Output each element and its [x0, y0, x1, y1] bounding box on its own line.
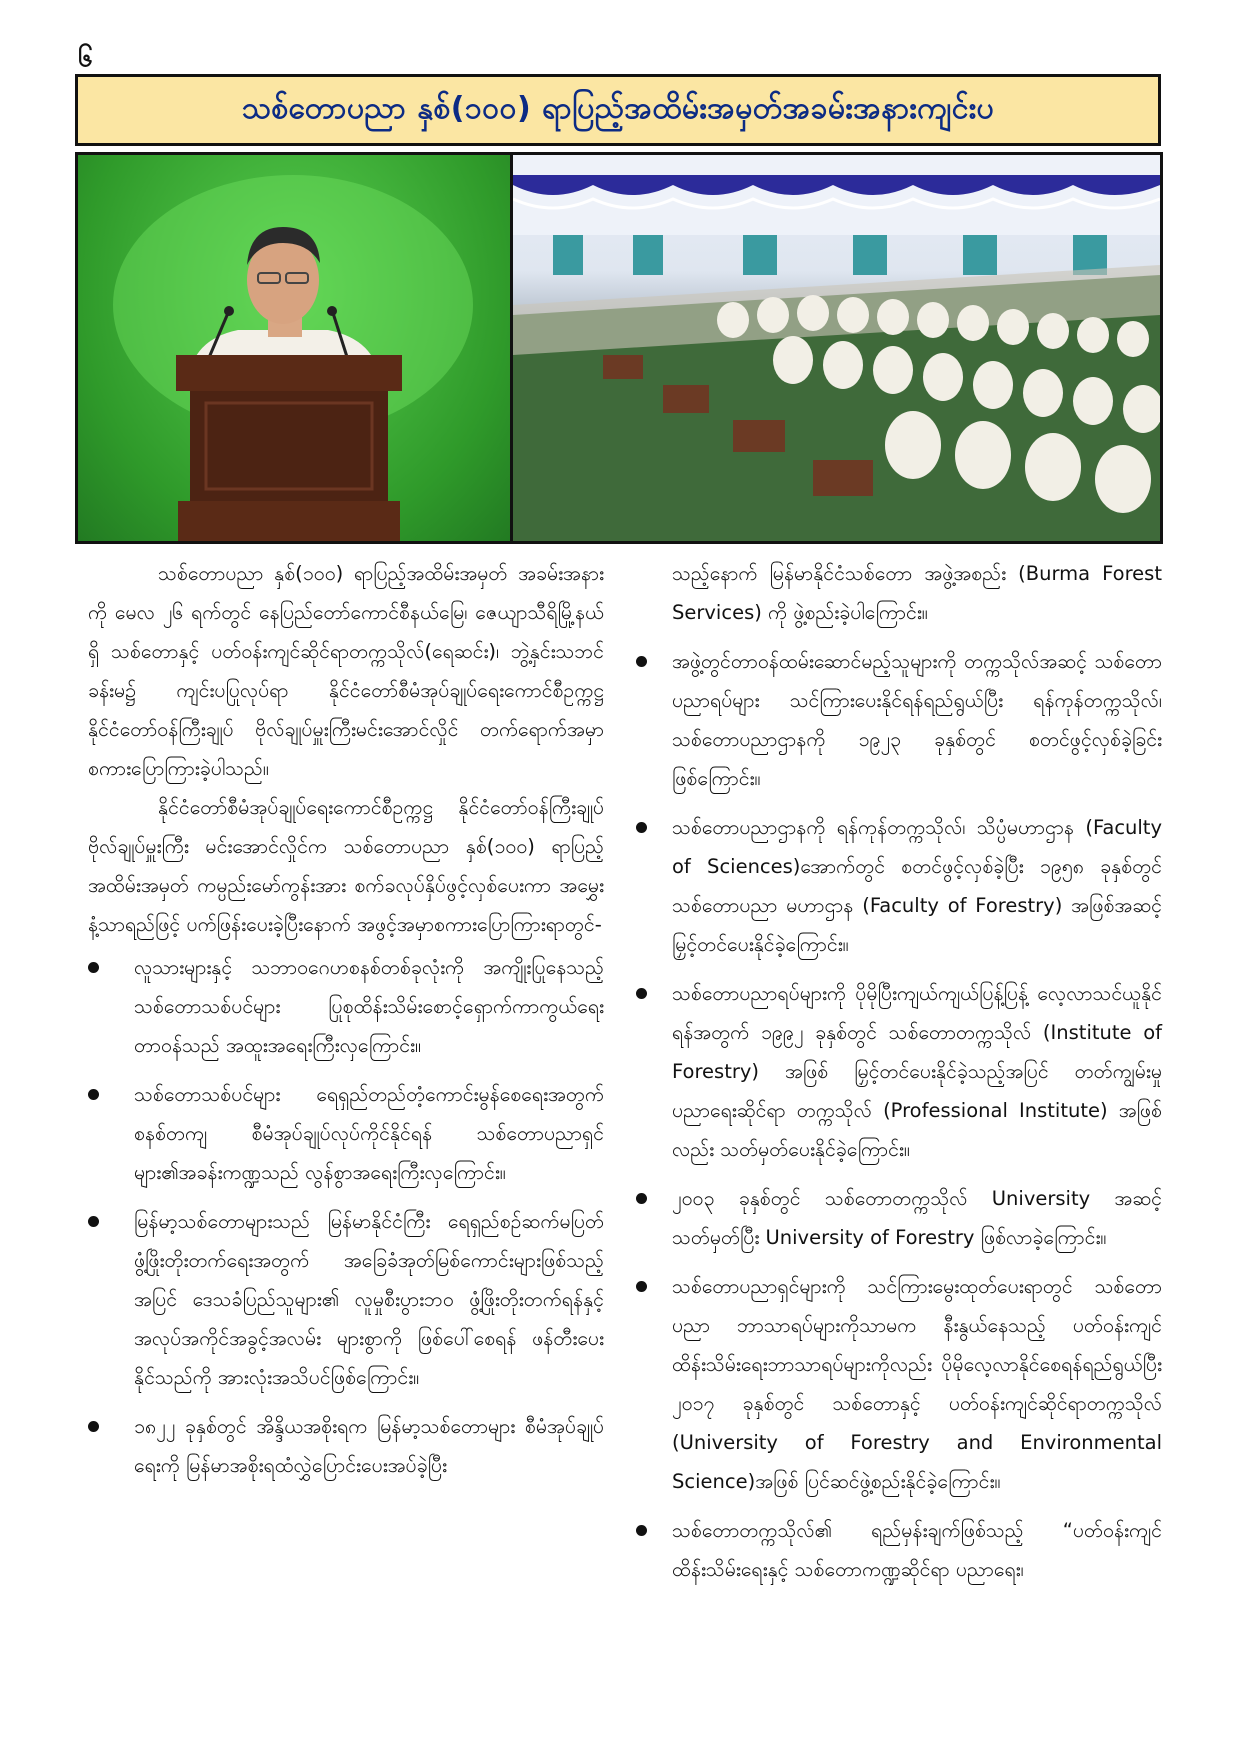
- right-column: [636, 554, 1162, 1599]
- list-item: မြန်မာ့သစ်တောများသည် မြန်မာနိုင်ငံကြီး ရေရှည်စဉ်ဆက်မပြတ် ဖွံ့ဖြိုးတိုးတက်ရေးအတွက် အခြေခံအုတ်မြစ်ကောင်းများဖြစ်သည့်အပြင် ဒေသခံပြည်သူများ၏ လူမှုစီးပွားဘဝ ဖွံ့ဖြိုးတိုးတက်ရန်နှင့် အလုပ်အကိုင်အခွင့်အလမ်း များစွာကို ဖြစ်ပေါ်စေရန် ဖန်တီးပေးနိုင်သည်ကို အားလုံးအသိပင်ဖြစ်ကြောင်း။: [88, 1202, 604, 1397]
- history-points-list: [636, 642, 1162, 1589]
- left-column: [88, 554, 604, 1495]
- list-item: ၂၀၀၃ ခုနှစ်တွင် သစ်တောတက္ကသိုလ် University အဆင့် သတ်မှတ်ပြီး University of Forestry ဖြစ်လာခဲ့ကြောင်း။: [636, 1179, 1162, 1257]
- list-item: လူသားများနှင့် သဘာဝဂေဟစနစ်တစ်ခုလုံးကို အကျိုးပြုနေသည့် သစ်တောသစ်ပင်များ ပြုစုထိန်းသိမ်းစောင့်ရှောက်ကာကွယ်ရေးတာဝန်သည် အထူးအရေးကြီးလှကြောင်း။: [88, 948, 604, 1065]
- photo-frame: [75, 152, 1163, 544]
- speaker-illustration: [78, 155, 510, 541]
- speech-points-list: [88, 948, 604, 1485]
- speaker-photo: [78, 155, 510, 541]
- list-item: သစ်တောပညာရပ်များကို ပိုမိုပြီးကျယ်ကျယ်ပြန့်ပြန့် လေ့လာသင်ယူနိုင်ရန်အတွက် ၁၉၉၂ ခုနှစ်တွင် သစ်တောတက္ကသိုလ် (Institute of Forestry) အဖြစ် မြှင့်တင်ပေးနိုင်ခဲ့သည့်အပြင် တတ်ကျွမ်းမှုပညာရေးဆိုင်ရာ တက္ကသိုလ် (Professional Institute) အဖြစ်လည်း သတ်မှတ်ပေးနိုင်ခဲ့ကြောင်း။: [636, 974, 1162, 1169]
- list-item: ၁၈၂၂ ခုနှစ်တွင် အိန္ဒိယအစိုးရက မြန်မာ့သစ်တောများ စီမံအုပ်ချုပ်ရေးကို မြန်မာအစိုးရထံလွှဲပြောင်းပေးအပ်ခဲ့ပြီး: [88, 1407, 604, 1485]
- audience-illustration: [513, 155, 1160, 541]
- list-item: သစ်တောပညာရှင်များကို သင်ကြားမွေးထုတ်ပေးရာတွင် သစ်တောပညာ ဘာသာရပ်များကိုသာမက နီးနွယ်နေသည့် ပတ်ဝန်းကျင်ထိန်းသိမ်းရေးဘာသာရပ်များကိုလည်း ပိုမိုလေ့လာနိုင်စေရန်ရည်ရွယ်ပြီး ၂၀၁၇ ခုနှစ်တွင် သစ်တောနှင့် ပတ်ဝန်းကျင်ဆိုင်ရာတက္ကသိုလ် (University of Forestry and Environmental Science)အဖြစ် ပြင်ဆင်ဖွဲ့စည်းနိုင်ခဲ့ကြောင်း။: [636, 1267, 1162, 1501]
- continued-text: သည့်နောက် မြန်မာနိုင်ငံသစ်တော အဖွဲ့အစည်း (Burma Forest Services) ကို ဖွဲ့စည်းခဲ့ပါကြောင်း။: [672, 562, 1162, 624]
- speech-paragraph: နိုင်ငံတော်စီမံအုပ်ချုပ်ရေးကောင်စီဥက္ကဋ္ဌ နိုင်ငံတော်ဝန်ကြီးချုပ် ဗိုလ်ချုပ်မှူးကြီး မင်းအောင်လှိုင်က သစ်တောပညာ နှစ်(၁၀၀) ရာပြည့်အထိမ်းအမှတ် ကမ္ပည်းမော်ကွန်းအား စက်ခလုပ်နှိပ်ဖွင့်လှစ်ပေးကာ အမွှေးနံ့သာရည်ဖြင့် ပက်ဖြန်းပေးခဲ့ပြီးနောက် အဖွင့်အမှာစကားပြောကြားရာတွင်-: [88, 796, 604, 936]
- list-item: သစ်တောသစ်ပင်များ ရေရှည်တည်တံ့ကောင်းမွန်စေရေးအတွက် စနစ်တကျ စီမံအုပ်ချုပ်လုပ်ကိုင်နိုင်ရန် သစ်တောပညာရှင်များ၏အခန်းကဏ္ဍသည် လွန်စွာအရေးကြီးလှကြောင်း။: [88, 1075, 604, 1192]
- list-item: အဖွဲ့တွင်တာဝန်ထမ်းဆောင်မည့်သူများကို တက္ကသိုလ်အဆင့် သစ်တောပညာရပ်များ သင်ကြားပေးနိုင်ရန်ရည်ရွယ်ပြီး ရန်ကုန်တက္ကသိုလ်၊ သစ်တောပညာဌာနကို ၁၉၂၃ ခုနှစ်တွင် စတင်ဖွင့်လှစ်ခဲ့ခြင်းဖြစ်ကြောင်း။: [636, 642, 1162, 798]
- headline-banner: [75, 74, 1161, 146]
- intro-paragraph: သစ်တောပညာ နှစ်(၁၀၀) ရာပြည့်အထိမ်းအမှတ် အခမ်းအနားကို မေလ ၂၆ ရက်တွင် နေပြည်တော်ကောင်စီနယ်မြေ၊ ဇေယျာသီရိမြို့နယ်ရှိ သစ်တောနှင့် ပတ်ဝန်းကျင်ဆိုင်ရာတက္ကသိုလ်(ရေဆင်း)၊ ဘွဲ့နှင်းသဘင်ခန်းမ၌ ကျင်းပပြုလုပ်ရာ နိုင်ငံတော်စီမံအုပ်ချုပ်ရေးကောင်စီဥက္ကဋ္ဌ နိုင်ငံတော်ဝန်ကြီးချုပ် ဗိုလ်ချုပ်မှူးကြီးမင်းအောင်လှိုင် တက်ရောက်အမှာစကားပြောကြားခဲ့ပါသည်။: [88, 562, 604, 780]
- headline-title: သစ်တောပညာ နှစ်(၁၀၀) ရာပြည့်အထိမ်းအမှတ်အခမ်းအနားကျင်းပ: [241, 90, 995, 126]
- list-item: သစ်တောတက္ကသိုလ်၏ ရည်မှန်းချက်ဖြစ်သည့် “ပတ်ဝန်းကျင်ထိန်းသိမ်းရေးနှင့် သစ်တောကဏ္ဍဆိုင်ရာ ပညာရေး၊: [636, 1511, 1162, 1589]
- audience-photo: [513, 155, 1160, 541]
- list-item: သစ်တောပညာဌာနကို ရန်ကုန်တက္ကသိုလ်၊ သိပ္ပံမဟာဌာန (Faculty of Sciences)အောက်တွင် စတင်ဖွင့်လှစ်ခဲ့ပြီး ၁၉၅၈ ခုနှစ်တွင် သစ်တောပညာ မဟာဌာန (Faculty of Forestry) အဖြစ်အဆင့်မြှင့်တင်ပေးနိုင်ခဲ့ကြောင်း။: [636, 808, 1162, 964]
- page-number: ၆: [78, 43, 93, 73]
